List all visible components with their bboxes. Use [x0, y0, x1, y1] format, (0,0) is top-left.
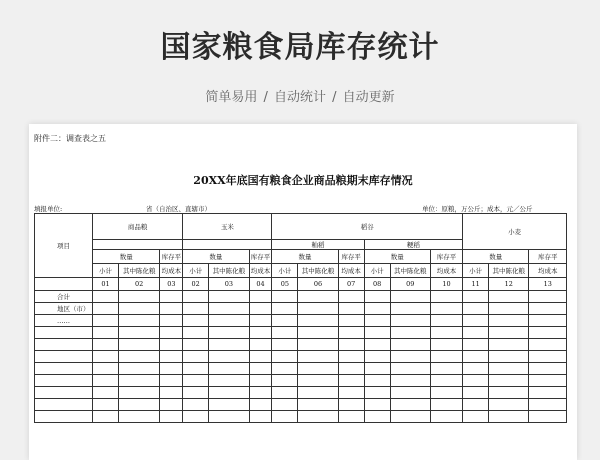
table-cell[interactable] [463, 375, 489, 387]
inventory-table [34, 213, 567, 423]
table-cell[interactable] [298, 303, 338, 315]
table-cell[interactable] [364, 375, 390, 387]
table-cell[interactable] [249, 351, 272, 363]
table-cell[interactable] [160, 303, 183, 315]
table-cell[interactable] [160, 375, 183, 387]
table-cell[interactable] [364, 399, 390, 411]
table-cell[interactable] [209, 363, 249, 375]
table-cell[interactable] [160, 327, 183, 339]
table-cell[interactable] [93, 399, 119, 411]
table-cell[interactable] [209, 303, 249, 315]
row-label [35, 339, 93, 351]
table-cell[interactable] [93, 375, 119, 387]
table-cell[interactable] [298, 387, 338, 399]
aged-grain-header: 其中陈化粮 [298, 264, 338, 278]
table-cell[interactable] [529, 375, 567, 387]
table-cell[interactable] [364, 303, 390, 315]
table-cell[interactable] [489, 327, 529, 339]
table-cell[interactable] [338, 303, 364, 315]
table-cell[interactable] [298, 399, 338, 411]
table-cell[interactable] [390, 327, 430, 339]
table-cell[interactable] [489, 375, 529, 387]
table-cell[interactable] [298, 375, 338, 387]
group-commodity-grain: 商品粮 [93, 214, 183, 240]
table-cell[interactable] [430, 375, 462, 387]
aged-grain-header: 其中陈化粮 [118, 264, 159, 278]
table-cell[interactable] [118, 387, 159, 399]
table-cell[interactable] [183, 327, 209, 339]
quantity-header: 数量 [93, 250, 160, 264]
table-cell[interactable] [390, 387, 430, 399]
table-cell[interactable] [430, 399, 462, 411]
table-cell[interactable] [489, 387, 529, 399]
table-cell[interactable] [463, 303, 489, 315]
table-cell[interactable] [272, 339, 298, 351]
subtotal-header: 小计 [463, 264, 489, 278]
column-code: 02 [183, 278, 209, 291]
column-code: 06 [298, 278, 338, 291]
table-cell[interactable] [489, 303, 529, 315]
table-cell[interactable] [430, 327, 462, 339]
table-cell[interactable] [489, 291, 529, 303]
quantity-header: 数量 [272, 250, 338, 264]
table-cell[interactable] [364, 339, 390, 351]
table-cell[interactable] [463, 315, 489, 327]
table-cell[interactable] [118, 327, 159, 339]
table-cell[interactable] [390, 291, 430, 303]
table-cell[interactable] [209, 327, 249, 339]
column-code: 02 [118, 278, 159, 291]
table-cell[interactable] [463, 327, 489, 339]
table-cell[interactable] [298, 351, 338, 363]
table-cell[interactable] [183, 291, 209, 303]
table-cell[interactable] [390, 399, 430, 411]
banner-title: 国家粮食局库存统计 [160, 30, 440, 65]
table-cell[interactable] [160, 339, 183, 351]
row-label [35, 351, 93, 363]
table-cell[interactable] [160, 387, 183, 399]
item-header: 项目 [35, 214, 93, 278]
region-label: 省（自治区、直辖市） [146, 205, 211, 213]
table-cell[interactable] [183, 411, 209, 423]
table-cell[interactable] [249, 303, 272, 315]
avg-cost-subheader: 均成本 [529, 264, 567, 278]
column-code: 03 [209, 278, 249, 291]
table-cell[interactable] [298, 411, 338, 423]
header-blank [183, 240, 272, 250]
table-cell[interactable] [272, 411, 298, 423]
table-cell[interactable] [93, 291, 119, 303]
table-cell[interactable] [118, 375, 159, 387]
table-cell[interactable] [463, 291, 489, 303]
table-cell[interactable] [529, 315, 567, 327]
column-code: 01 [93, 278, 119, 291]
column-code: 04 [249, 278, 272, 291]
table-cell[interactable] [160, 399, 183, 411]
table-cell[interactable] [338, 411, 364, 423]
table-cell[interactable] [160, 351, 183, 363]
column-code: 09 [390, 278, 430, 291]
column-code: 11 [463, 278, 489, 291]
table-cell[interactable] [249, 291, 272, 303]
table-cell[interactable] [183, 303, 209, 315]
quantity-header: 数量 [463, 250, 529, 264]
table-cell[interactable] [160, 363, 183, 375]
table-cell[interactable] [529, 291, 567, 303]
table-cell[interactable] [338, 327, 364, 339]
table-cell[interactable] [364, 327, 390, 339]
table-cell[interactable] [93, 339, 119, 351]
group-wheat: 小麦 [463, 214, 567, 250]
table-cell[interactable] [93, 315, 119, 327]
table-cell[interactable] [209, 315, 249, 327]
aged-grain-header: 其中陈化粮 [209, 264, 249, 278]
table-cell[interactable] [338, 387, 364, 399]
table-cell[interactable] [93, 363, 119, 375]
table-cell[interactable] [463, 339, 489, 351]
column-code: 10 [430, 278, 462, 291]
table-cell[interactable] [529, 327, 567, 339]
table-row [35, 375, 567, 387]
table-cell[interactable] [272, 315, 298, 327]
row-label [35, 375, 93, 387]
group-rice: 稻谷 [272, 214, 463, 240]
table-cell[interactable] [183, 387, 209, 399]
table-cell[interactable] [209, 291, 249, 303]
table-cell[interactable] [529, 351, 567, 363]
table-cell[interactable] [338, 375, 364, 387]
table-cell[interactable] [338, 339, 364, 351]
table-cell[interactable] [209, 375, 249, 387]
row-label: 地区（市） [35, 303, 93, 315]
aged-grain-header: 其中陈化粮 [489, 264, 529, 278]
table-cell[interactable] [390, 411, 430, 423]
table-cell[interactable] [338, 399, 364, 411]
table-row [35, 351, 567, 363]
table-cell[interactable] [390, 303, 430, 315]
table-cell[interactable] [390, 315, 430, 327]
row-label [35, 399, 93, 411]
table-cell[interactable] [298, 315, 338, 327]
table-cell[interactable] [430, 387, 462, 399]
table-cell[interactable] [249, 399, 272, 411]
table-cell[interactable] [272, 291, 298, 303]
table-row [35, 303, 567, 315]
table-row [35, 315, 567, 327]
table-cell[interactable] [272, 363, 298, 375]
table-cell[interactable] [430, 315, 462, 327]
table-cell[interactable] [529, 387, 567, 399]
avg-cost-subheader: 均成本 [249, 264, 272, 278]
table-cell[interactable] [298, 327, 338, 339]
table-cell[interactable] [249, 339, 272, 351]
table-cell[interactable] [463, 387, 489, 399]
sub-japonica-rice: 粳稻 [364, 240, 463, 250]
code-blank [35, 278, 93, 291]
table-cell[interactable] [364, 411, 390, 423]
table-cell[interactable] [338, 363, 364, 375]
table-cell[interactable] [529, 411, 567, 423]
avg-cost-header: 库存平 [160, 250, 183, 264]
table-cell[interactable] [183, 363, 209, 375]
subtotal-header: 小计 [183, 264, 209, 278]
table-row [35, 291, 567, 303]
table-row [35, 339, 567, 351]
table-cell[interactable] [529, 399, 567, 411]
table-cell[interactable] [93, 411, 119, 423]
table-cell[interactable] [489, 351, 529, 363]
row-label [35, 411, 93, 423]
subtotal-header: 小计 [272, 264, 298, 278]
table-cell[interactable] [209, 411, 249, 423]
row-label: …… [35, 315, 93, 327]
table-row [35, 399, 567, 411]
table-cell[interactable] [338, 315, 364, 327]
table-cell[interactable] [430, 303, 462, 315]
table-cell[interactable] [183, 375, 209, 387]
table-cell[interactable] [489, 363, 529, 375]
header-blank [93, 240, 183, 250]
table-cell[interactable] [183, 315, 209, 327]
table-cell[interactable] [489, 339, 529, 351]
table-cell[interactable] [118, 363, 159, 375]
column-code: 03 [160, 278, 183, 291]
table-cell[interactable] [183, 351, 209, 363]
subtotal-header: 小计 [364, 264, 390, 278]
table-cell[interactable] [118, 399, 159, 411]
table-cell[interactable] [93, 351, 119, 363]
table-cell[interactable] [463, 351, 489, 363]
table-cell[interactable] [272, 351, 298, 363]
table-cell[interactable] [463, 399, 489, 411]
row-label: 合计 [35, 291, 93, 303]
aged-grain-header: 其中陈化粮 [390, 264, 430, 278]
table-cell[interactable] [463, 411, 489, 423]
avg-cost-header: 库存平 [338, 250, 364, 264]
table-cell[interactable] [430, 291, 462, 303]
table-cell[interactable] [249, 315, 272, 327]
table-cell[interactable] [529, 339, 567, 351]
table-cell[interactable] [249, 327, 272, 339]
table-cell[interactable] [249, 411, 272, 423]
table-cell[interactable] [272, 303, 298, 315]
quantity-header: 数量 [183, 250, 249, 264]
document-sheet [29, 124, 577, 460]
table-cell[interactable] [298, 363, 338, 375]
table-cell[interactable] [209, 339, 249, 351]
document-title: 20XX年底国有粮食企业商品粮期末库存情况 [193, 174, 413, 187]
column-code: 05 [272, 278, 298, 291]
avg-cost-subheader: 均成本 [160, 264, 183, 278]
group-corn: 玉米 [183, 214, 272, 240]
table-cell[interactable] [390, 351, 430, 363]
table-cell[interactable] [364, 387, 390, 399]
table-cell[interactable] [118, 411, 159, 423]
table-cell[interactable] [249, 375, 272, 387]
banner-subtitle: 简单易用 / 自动统计 / 自动更新 [205, 90, 395, 105]
table-cell[interactable] [93, 327, 119, 339]
filler-label: 填报单位: [34, 205, 63, 213]
table-cell[interactable] [430, 351, 462, 363]
table-cell[interactable] [249, 363, 272, 375]
avg-cost-header: 库存平 [430, 250, 462, 264]
table-cell[interactable] [364, 291, 390, 303]
avg-cost-subheader: 均成本 [430, 264, 462, 278]
table-cell[interactable] [489, 315, 529, 327]
table-row [35, 363, 567, 375]
column-code: 08 [364, 278, 390, 291]
table-cell[interactable] [249, 387, 272, 399]
table-cell[interactable] [529, 363, 567, 375]
table-cell[interactable] [272, 387, 298, 399]
table-body [35, 291, 567, 423]
table-cell[interactable] [489, 411, 529, 423]
table-cell[interactable] [430, 411, 462, 423]
table-row [35, 387, 567, 399]
subtotal-header: 小计 [93, 264, 119, 278]
table-cell[interactable] [160, 291, 183, 303]
row-label [35, 327, 93, 339]
table-cell[interactable] [390, 363, 430, 375]
table-cell[interactable] [390, 339, 430, 351]
table-cell[interactable] [338, 351, 364, 363]
table-row [35, 411, 567, 423]
column-code: 12 [489, 278, 529, 291]
sub-indica-rice: 籼稻 [272, 240, 364, 250]
attachment-label: 附件二：调查表之五 [34, 134, 106, 143]
avg-cost-subheader: 均成本 [338, 264, 364, 278]
table-cell[interactable] [272, 399, 298, 411]
table-cell[interactable] [160, 411, 183, 423]
table-cell[interactable] [118, 315, 159, 327]
table-cell[interactable] [364, 315, 390, 327]
table-cell[interactable] [93, 387, 119, 399]
table-cell[interactable] [430, 363, 462, 375]
table-cell[interactable] [118, 339, 159, 351]
table-cell[interactable] [364, 363, 390, 375]
table-cell[interactable] [118, 351, 159, 363]
table-cell[interactable] [272, 327, 298, 339]
row-label [35, 387, 93, 399]
table-cell[interactable] [529, 303, 567, 315]
table-cell[interactable] [463, 363, 489, 375]
table-cell[interactable] [209, 351, 249, 363]
table-cell[interactable] [183, 399, 209, 411]
table-cell[interactable] [430, 339, 462, 351]
table-cell[interactable] [338, 291, 364, 303]
table-cell[interactable] [160, 315, 183, 327]
table-cell[interactable] [298, 339, 338, 351]
unit-label: 单位：原粮，万公斤；成本，元／公斤 [422, 205, 533, 213]
table-row [35, 327, 567, 339]
table-cell[interactable] [209, 399, 249, 411]
table-cell[interactable] [272, 375, 298, 387]
avg-cost-header: 库存平 [529, 250, 567, 264]
column-code: 07 [338, 278, 364, 291]
row-label [35, 363, 93, 375]
table-cell[interactable] [118, 291, 159, 303]
table-cell[interactable] [209, 387, 249, 399]
table-cell[interactable] [489, 399, 529, 411]
column-code: 13 [529, 278, 567, 291]
table-cell[interactable] [298, 291, 338, 303]
table-cell[interactable] [183, 339, 209, 351]
table-cell[interactable] [118, 303, 159, 315]
avg-cost-header: 库存平 [249, 250, 272, 264]
quantity-header: 数量 [364, 250, 430, 264]
table-cell[interactable] [390, 375, 430, 387]
table-cell[interactable] [364, 351, 390, 363]
table-cell[interactable] [93, 303, 119, 315]
